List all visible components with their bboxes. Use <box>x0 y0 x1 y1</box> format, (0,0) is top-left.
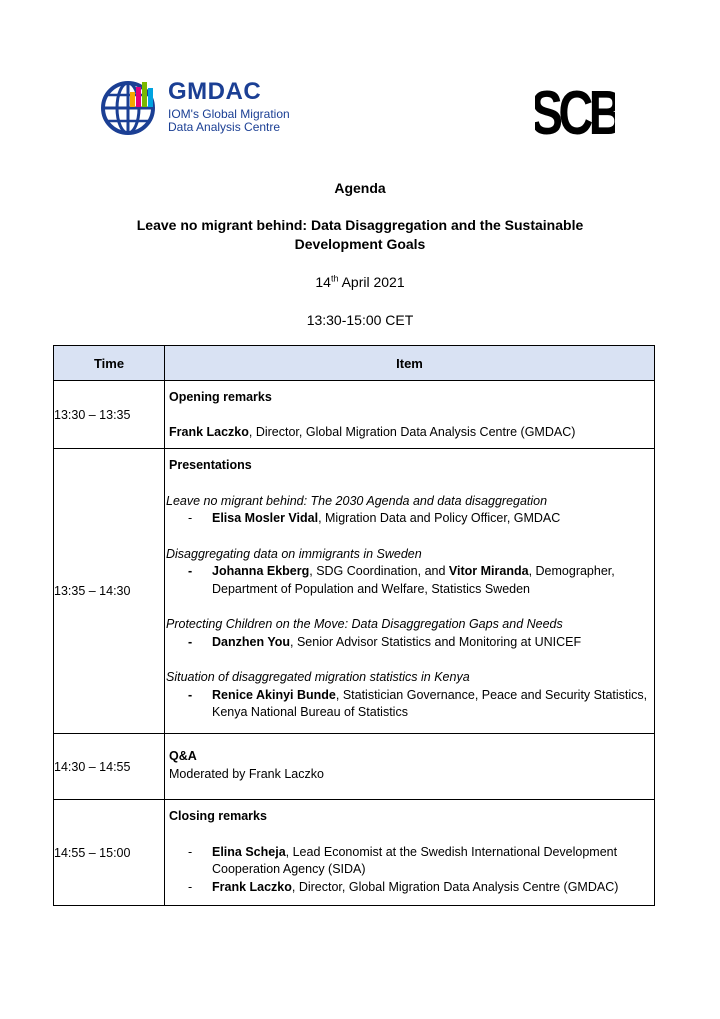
speaker-role: , SDG Coordination, and <box>309 564 449 578</box>
speaker-name: Frank Laczko <box>212 879 292 894</box>
table-row <box>54 381 655 449</box>
list-dash: - <box>188 511 193 525</box>
item-cell <box>165 449 655 734</box>
speaker-line <box>188 634 650 652</box>
time-cell: 13:35 – 14:30 <box>54 449 165 734</box>
event-title <box>0 216 720 254</box>
speaker-line <box>169 424 650 442</box>
gmdac-subtitle-line1: IOM's Global Migration <box>168 107 290 121</box>
svg-text:SCB: SCB <box>535 78 615 148</box>
speaker-role: , Director, Global Migration Data Analysis Centre (GMDAC) <box>291 879 619 894</box>
column-header-time: Time <box>54 346 165 381</box>
date-suffix: th <box>330 273 339 284</box>
agenda-heading: Agenda <box>334 180 386 196</box>
list-dash: - <box>188 687 193 702</box>
globe-icon <box>100 78 162 136</box>
speaker-role: , Statistician Governance, Peace and Security Statistics, Kenya National Bureau of Statistics <box>212 687 648 719</box>
speaker-name: Frank Laczko <box>169 424 249 439</box>
talk-title: Situation of disaggregated migration statistics in Kenya <box>166 670 470 684</box>
section-title: Opening remarks <box>169 390 272 404</box>
gmdac-subtitle-line2: Data Analysis Centre <box>168 120 281 134</box>
speaker-role: , Lead Economist at the Swedish International Development Cooperation Agency (SIDA) <box>212 844 618 876</box>
list-dash: - <box>188 879 193 894</box>
speaker-line <box>188 879 650 897</box>
gmdac-subtitle <box>168 108 290 134</box>
table-row <box>54 449 655 734</box>
item-cell <box>165 800 655 906</box>
time-cell: 14:55 – 15:00 <box>54 800 165 906</box>
talk-title: Leave no migrant behind: The 2030 Agenda and data disaggregation <box>166 493 548 508</box>
speaker-line <box>188 844 650 879</box>
item-cell <box>165 381 655 449</box>
gmdac-logo <box>100 78 300 138</box>
list-dash: - <box>188 634 193 649</box>
table-row <box>54 734 655 800</box>
list-dash: - <box>188 844 193 859</box>
talk-title: Disaggregating data on immigrants in Sweden <box>166 546 422 561</box>
speaker-name: Johanna Ekberg <box>212 564 310 578</box>
moderator-line: Moderated by Frank Laczko <box>169 766 324 781</box>
section-title: Presentations <box>169 458 252 472</box>
speaker-role: , Director, Global Migration Data Analysis Centre (GMDAC) <box>248 424 576 439</box>
speaker-name: Elina Scheja <box>212 844 286 859</box>
speaker-name: Renice Akinyi Bunde <box>212 687 336 702</box>
speaker-name: Danzhen You <box>212 634 291 649</box>
speaker-name: Vitor Miranda <box>448 564 529 578</box>
speaker-role: , Migration Data and Policy Officer, GMDAC <box>318 511 561 525</box>
section-title: Closing remarks <box>169 809 267 823</box>
agenda-table <box>53 345 655 906</box>
gmdac-wordmark: GMDAC <box>168 78 262 105</box>
section-title: Q&A <box>169 749 197 763</box>
speaker-line <box>188 510 650 528</box>
scb-monogram-icon <box>535 68 615 148</box>
table-header-row <box>54 346 655 381</box>
speaker-line <box>188 563 650 598</box>
event-time: 13:30-15:00 CET <box>306 312 414 328</box>
speaker-role: , Demographer, Department of Population and Welfare, Statistics Sweden <box>212 564 615 596</box>
item-cell <box>165 734 655 800</box>
list-dash: - <box>188 564 193 578</box>
talk-title: Protecting Children on the Move: Data Disaggregation Gaps and Needs <box>166 617 563 631</box>
speaker-name: Elisa Mosler Vidal <box>212 511 319 525</box>
column-header-item: Item <box>165 346 655 381</box>
time-cell: 14:30 – 14:55 <box>54 734 165 800</box>
table-row <box>54 800 655 906</box>
date-day: 14 <box>315 274 331 290</box>
event-title-line2: Development Goals <box>294 236 426 252</box>
time-cell: 13:30 – 13:35 <box>54 381 165 449</box>
date-rest: April 2021 <box>338 274 405 290</box>
scb-logo <box>535 68 615 148</box>
event-date <box>0 274 720 290</box>
speaker-line <box>188 687 650 722</box>
event-title-line1: Leave no migrant behind: Data Disaggregation and the Sustainable <box>136 217 584 233</box>
speaker-role: , Senior Advisor Statistics and Monitoring at UNICEF <box>290 634 582 649</box>
